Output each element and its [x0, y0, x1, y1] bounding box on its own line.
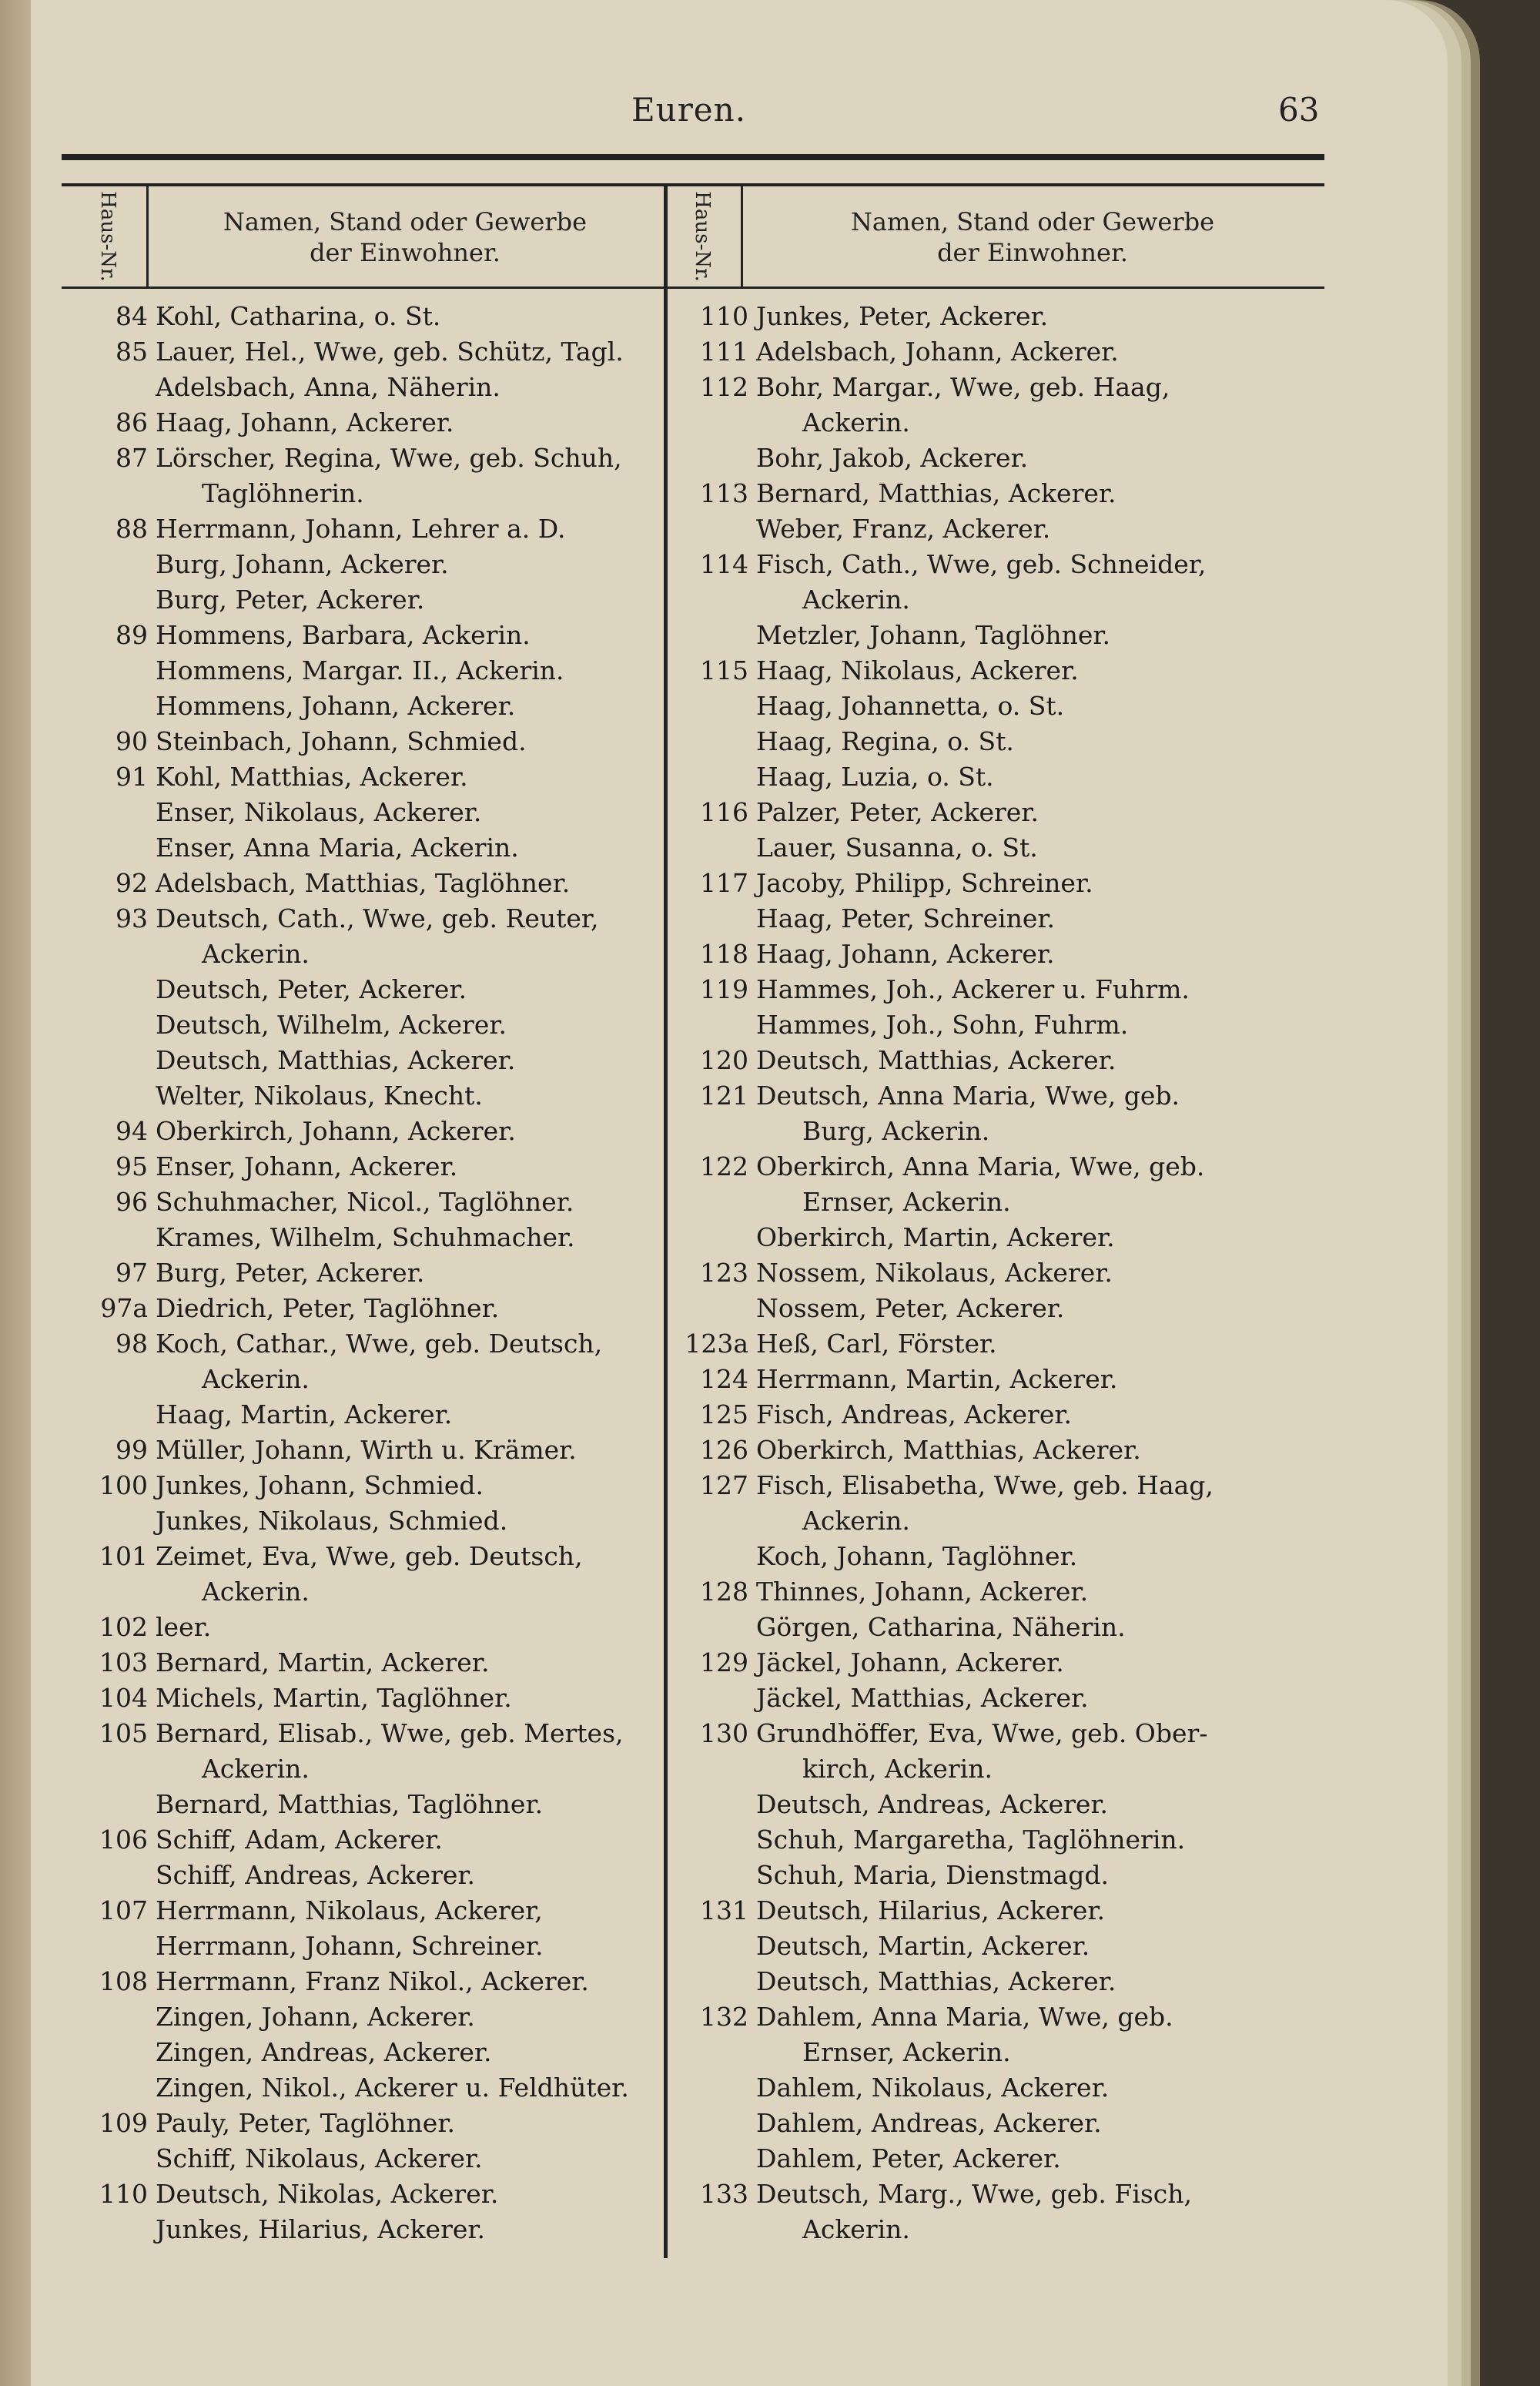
- list-item: [662, 972, 1324, 1007]
- resident-entry: Bernard, Martin, Ackerer.: [156, 1647, 490, 1677]
- house-number: 123: [700, 1258, 748, 1288]
- resident-entry: Hommens, Barbara, Ackerin.: [156, 620, 531, 650]
- list-item: [662, 1503, 1324, 1539]
- list-item: [662, 618, 1324, 653]
- resident-entry: Bohr, Jakob, Ackerer.: [756, 443, 1029, 473]
- list-item: [662, 937, 1324, 972]
- list-item: [662, 1220, 1324, 1255]
- resident-entry: Oberkirch, Martin, Ackerer.: [756, 1222, 1115, 1252]
- house-number: 114: [700, 549, 748, 579]
- resident-entry: Haag, Johann, Ackerer.: [156, 407, 454, 437]
- resident-entry: Hommens, Margar. II., Ackerin.: [156, 655, 564, 685]
- resident-entry: Koch, Johann, Taglöhner.: [756, 1541, 1078, 1571]
- resident-list-left: [62, 299, 670, 2247]
- names-header-right: Namen, Stand oder Gewerbe der Einwohner.: [850, 207, 1215, 267]
- house-number: 113: [700, 478, 748, 508]
- resident-entry: Ackerin.: [802, 1506, 910, 1536]
- resident-entry: Steinbach, Johann, Schmied.: [156, 726, 527, 756]
- resident-entry: Lauer, Hel., Wwe, geb. Schütz, Tagl.: [156, 337, 624, 367]
- house-number: 89: [116, 620, 148, 650]
- list-item: [62, 441, 670, 476]
- resident-entry: Deutsch, Marg., Wwe, geb. Fisch,: [756, 2179, 1193, 2209]
- resident-entry: Adelsbach, Matthias, Taglöhner.: [156, 868, 571, 898]
- page-number: 63: [1278, 91, 1320, 129]
- names-header-left: Namen, Stand oder Gewerbe der Einwohner.: [223, 207, 588, 267]
- list-item: [662, 2177, 1324, 2212]
- resident-entry: Deutsch, Cath., Wwe, geb. Reuter,: [156, 903, 599, 933]
- list-item: [62, 1007, 670, 1043]
- list-item: [662, 1326, 1324, 1362]
- house-number: 120: [700, 1045, 748, 1075]
- list-item: [62, 1716, 670, 1751]
- list-item: [62, 866, 670, 901]
- list-item: [62, 476, 670, 511]
- list-item: [62, 1362, 670, 1397]
- house-number: 93: [116, 903, 148, 933]
- list-item: [662, 2106, 1324, 2141]
- list-item: [62, 759, 670, 795]
- list-item: [662, 653, 1324, 689]
- list-item: [662, 405, 1324, 441]
- resident-entry: Ackerin.: [802, 585, 910, 615]
- resident-entry: Welter, Nikolaus, Knecht.: [156, 1081, 483, 1111]
- list-item: [662, 689, 1324, 724]
- resident-entry: Bernard, Elisab., Wwe, geb. Mertes,: [156, 1718, 624, 1748]
- list-item: [662, 1574, 1324, 1610]
- house-number: 124: [700, 1364, 748, 1394]
- resident-entry: Ackerin.: [202, 939, 310, 969]
- resident-entry: Koch, Cathar., Wwe, geb. Deutsch,: [156, 1329, 603, 1359]
- resident-entry: Lauer, Susanna, o. St.: [756, 833, 1038, 863]
- resident-entry: Michels, Martin, Taglöhner.: [156, 1683, 512, 1713]
- resident-entry: Pauly, Peter, Taglöhner.: [156, 2108, 455, 2138]
- resident-entry: Schuh, Maria, Dienstmagd.: [756, 1860, 1109, 1890]
- list-item: [662, 1822, 1324, 1858]
- list-item: [62, 724, 670, 759]
- house-number: 91: [116, 762, 148, 792]
- resident-entry: Nossem, Nikolaus, Ackerer.: [756, 1258, 1113, 1288]
- list-item: [662, 547, 1324, 582]
- list-item: [62, 1149, 670, 1185]
- resident-entry: Kohl, Matthias, Ackerer.: [156, 762, 468, 792]
- resident-entry: Metzler, Johann, Taglöhner.: [756, 620, 1111, 650]
- list-item: [62, 1893, 670, 1929]
- resident-entry: kirch, Ackerin.: [802, 1754, 993, 1784]
- resident-list-right: [662, 299, 1324, 2247]
- resident-entry: Heß, Carl, Förster.: [756, 1329, 997, 1359]
- resident-entry: Junkes, Hilarius, Ackerer.: [156, 2214, 486, 2244]
- house-number: 88: [116, 514, 148, 544]
- resident-entry: Haag, Johannetta, o. St.: [756, 691, 1065, 721]
- list-item: [662, 299, 1324, 334]
- resident-entry: Lörscher, Regina, Wwe, geb. Schuh,: [156, 443, 622, 473]
- resident-entry: Deutsch, Hilarius, Ackerer.: [756, 1895, 1105, 1925]
- top-rule-thin: [62, 183, 1324, 186]
- resident-entry: Burg, Ackerin.: [802, 1116, 990, 1146]
- house-number: 128: [700, 1577, 748, 1607]
- list-item: [662, 1858, 1324, 1893]
- resident-entry: Herrmann, Franz Nikol., Ackerer.: [156, 1966, 589, 1996]
- house-number: 97a: [100, 1293, 148, 1323]
- list-item: [662, 1893, 1324, 1929]
- resident-entry: Deutsch, Anna Maria, Wwe, geb.: [756, 1081, 1180, 1111]
- resident-entry: Deutsch, Matthias, Ackerer.: [156, 1045, 516, 1075]
- list-item: [62, 1433, 670, 1468]
- list-item: [662, 1645, 1324, 1681]
- house-number: 90: [116, 726, 148, 756]
- list-item: [62, 1185, 670, 1220]
- list-item: [62, 1503, 670, 1539]
- list-item: [62, 511, 670, 547]
- list-item: [662, 334, 1324, 370]
- resident-entry: Zingen, Johann, Ackerer.: [156, 2002, 475, 2032]
- house-number: 106: [99, 1825, 148, 1855]
- list-item: [62, 2106, 670, 2141]
- house-number: 112: [700, 372, 748, 402]
- list-item: [62, 547, 670, 582]
- resident-entry: Hammes, Joh., Sohn, Fuhrm.: [756, 1010, 1129, 1040]
- list-item: [62, 1751, 670, 1787]
- list-item: [662, 2212, 1324, 2247]
- list-item: [62, 334, 670, 370]
- resident-entry: Junkes, Nikolaus, Schmied.: [156, 1506, 508, 1536]
- list-item: [62, 972, 670, 1007]
- house-number: 87: [116, 443, 148, 473]
- resident-entry: Grundhöffer, Eva, Wwe, geb. Ober-: [756, 1718, 1208, 1748]
- house-number: 95: [116, 1151, 148, 1181]
- list-item: [62, 405, 670, 441]
- resident-entry: Ackerin.: [802, 407, 910, 437]
- list-item: [662, 1539, 1324, 1574]
- list-item: [62, 689, 670, 724]
- list-item: [662, 1007, 1324, 1043]
- list-item: [62, 2035, 670, 2070]
- list-item: [662, 1929, 1324, 1964]
- resident-entry: Enser, Johann, Ackerer.: [156, 1151, 458, 1181]
- resident-entry: Oberkirch, Johann, Ackerer.: [156, 1116, 516, 1146]
- list-item: [662, 1362, 1324, 1397]
- house-number: 110: [99, 2179, 148, 2209]
- resident-entry: Schiff, Adam, Ackerer.: [156, 1825, 443, 1855]
- house-number: 118: [700, 939, 748, 969]
- resident-entry: Adelsbach, Johann, Ackerer.: [756, 337, 1119, 367]
- resident-entry: Schiff, Andreas, Ackerer.: [156, 1860, 476, 1890]
- house-number: 125: [700, 1399, 748, 1429]
- list-item: [662, 2141, 1324, 2177]
- resident-entry: Zingen, Andreas, Ackerer.: [156, 2037, 492, 2067]
- resident-entry: Deutsch, Matthias, Ackerer.: [756, 1045, 1116, 1075]
- resident-entry: Bernard, Matthias, Taglöhner.: [156, 1789, 544, 1819]
- list-item: [662, 1397, 1324, 1433]
- list-item: [62, 1574, 670, 1610]
- list-item: [62, 1822, 670, 1858]
- list-item: [62, 2070, 670, 2106]
- list-item: [662, 901, 1324, 937]
- resident-entry: Nossem, Peter, Ackerer.: [756, 1293, 1065, 1323]
- list-item: [62, 1078, 670, 1114]
- house-number: 108: [99, 1966, 148, 1996]
- resident-entry: Palzer, Peter, Ackerer.: [756, 797, 1039, 827]
- house-number-header-left: Haus-Nr.: [96, 191, 120, 282]
- resident-entry: Schiff, Nikolaus, Ackerer.: [156, 2143, 483, 2173]
- list-item: [62, 299, 670, 334]
- list-item: [662, 1610, 1324, 1645]
- resident-entry: Junkes, Peter, Ackerer.: [756, 301, 1049, 331]
- resident-entry: Herrmann, Johann, Lehrer a. D.: [156, 514, 566, 544]
- list-item: [662, 1078, 1324, 1114]
- book-page: [31, 0, 1448, 2386]
- list-item: [62, 1326, 670, 1362]
- list-item: [662, 1999, 1324, 2035]
- list-item: [62, 1645, 670, 1681]
- resident-entry: Haag, Regina, o. St.: [756, 726, 1014, 756]
- house-number: 115: [700, 655, 748, 685]
- resident-entry: leer.: [156, 1612, 212, 1642]
- resident-entry: Hammes, Joh., Ackerer u. Fuhrm.: [756, 974, 1190, 1004]
- resident-entry: Enser, Anna Maria, Ackerin.: [156, 833, 519, 863]
- house-number: 85: [116, 337, 148, 367]
- house-number-header-right: Haus-Nr.: [691, 191, 715, 282]
- resident-entry: Müller, Johann, Wirth u. Krämer.: [156, 1435, 577, 1465]
- resident-entry: Diedrich, Peter, Taglöhner.: [156, 1293, 500, 1323]
- resident-entry: Oberkirch, Anna Maria, Wwe, geb.: [756, 1151, 1205, 1181]
- resident-entry: Kohl, Catharina, o. St.: [156, 301, 441, 331]
- list-item: [62, 1858, 670, 1893]
- resident-entry: Ackerin.: [202, 1364, 310, 1394]
- resident-entry: Weber, Franz, Ackerer.: [756, 514, 1051, 544]
- list-item: [62, 582, 670, 618]
- house-number: 133: [700, 2179, 748, 2209]
- resident-entry: Dahlem, Nikolaus, Ackerer.: [756, 2073, 1110, 2103]
- resident-entry: Thinnes, Johann, Ackerer.: [756, 1577, 1089, 1607]
- resident-entry: Deutsch, Matthias, Ackerer.: [756, 1966, 1116, 1996]
- house-number: 84: [116, 301, 148, 331]
- resident-entry: Ernser, Ackerin.: [802, 2037, 1011, 2067]
- resident-entry: Deutsch, Wilhelm, Ackerer.: [156, 1010, 507, 1040]
- list-item: [662, 1964, 1324, 1999]
- resident-entry: Jäckel, Johann, Ackerer.: [756, 1647, 1064, 1677]
- list-item: [662, 830, 1324, 866]
- list-item: [662, 1681, 1324, 1716]
- house-number: 107: [99, 1895, 148, 1925]
- list-item: [662, 1291, 1324, 1326]
- resident-entry: Deutsch, Andreas, Ackerer.: [756, 1789, 1109, 1819]
- house-number: 99: [116, 1435, 148, 1465]
- resident-entry: Deutsch, Martin, Ackerer.: [756, 1931, 1090, 1961]
- list-item: [662, 2035, 1324, 2070]
- resident-entry: Enser, Nikolaus, Ackerer.: [156, 797, 482, 827]
- list-item: [62, 1255, 670, 1291]
- list-item: [62, 901, 670, 937]
- resident-entry: Zingen, Nikol., Ackerer u. Feldhüter.: [156, 2073, 629, 2103]
- list-item: [62, 937, 670, 972]
- house-number: 96: [116, 1187, 148, 1217]
- house-number: 110: [700, 301, 748, 331]
- house-number: 101: [99, 1541, 148, 1571]
- house-number: 119: [700, 974, 748, 1004]
- list-item: [62, 618, 670, 653]
- house-number: 126: [700, 1435, 748, 1465]
- resident-entry: Dahlem, Andreas, Ackerer.: [756, 2108, 1102, 2138]
- resident-entry: Haag, Johann, Ackerer.: [756, 939, 1055, 969]
- resident-entry: Zeimet, Eva, Wwe, geb. Deutsch,: [156, 1541, 583, 1571]
- list-item: [662, 441, 1324, 476]
- resident-entry: Burg, Johann, Ackerer.: [156, 549, 449, 579]
- resident-entry: Jacoby, Philipp, Schreiner.: [756, 868, 1093, 898]
- resident-entry: Bernard, Matthias, Ackerer.: [756, 478, 1116, 508]
- list-item: [62, 1220, 670, 1255]
- list-item: [62, 1468, 670, 1503]
- list-item: [62, 1787, 670, 1822]
- house-number: 98: [116, 1329, 148, 1359]
- resident-entry: Ernser, Ackerin.: [802, 1187, 1011, 1217]
- resident-entry: Haag, Luzia, o. St.: [756, 762, 994, 792]
- resident-entry: Burg, Peter, Ackerer.: [156, 1258, 425, 1288]
- house-number: 127: [700, 1470, 748, 1500]
- list-item: [662, 1787, 1324, 1822]
- resident-entry: Burg, Peter, Ackerer.: [156, 585, 425, 615]
- resident-entry: Oberkirch, Matthias, Ackerer.: [756, 1435, 1141, 1465]
- resident-entry: Adelsbach, Anna, Näherin.: [156, 372, 500, 402]
- resident-entry: Görgen, Catharina, Näherin.: [756, 1612, 1126, 1642]
- resident-entry: Dahlem, Peter, Ackerer.: [756, 2143, 1061, 2173]
- house-number: 100: [99, 1470, 148, 1500]
- resident-entry: Haag, Martin, Ackerer.: [156, 1399, 453, 1429]
- house-number: 97: [116, 1258, 148, 1288]
- list-item: [662, 370, 1324, 405]
- resident-entry: Fisch, Cath., Wwe, geb. Schneider,: [756, 549, 1207, 579]
- list-item: [62, 2212, 670, 2247]
- header-rule: [62, 287, 1324, 289]
- list-item: [662, 1751, 1324, 1787]
- list-item: [62, 1291, 670, 1326]
- resident-entry: Ackerin.: [202, 1577, 310, 1607]
- resident-entry: Hommens, Johann, Ackerer.: [156, 691, 516, 721]
- house-number: 123a: [685, 1329, 748, 1359]
- list-item: [662, 724, 1324, 759]
- list-item: [62, 1681, 670, 1716]
- top-rule: [62, 154, 1324, 160]
- list-item: [662, 1043, 1324, 1078]
- resident-entry: Fisch, Elisabetha, Wwe, geb. Haag,: [756, 1470, 1214, 1500]
- list-item: [62, 370, 670, 405]
- list-item: [662, 511, 1324, 547]
- house-number: 111: [700, 337, 748, 367]
- resident-entry: Jäckel, Matthias, Ackerer.: [756, 1683, 1089, 1713]
- list-item: [62, 1929, 670, 1964]
- list-item: [662, 1185, 1324, 1220]
- list-item: [662, 476, 1324, 511]
- house-number: 86: [116, 407, 148, 437]
- list-item: [62, 1610, 670, 1645]
- resident-entry: Herrmann, Johann, Schreiner.: [156, 1931, 544, 1961]
- list-item: [62, 1114, 670, 1149]
- list-item: [662, 1716, 1324, 1751]
- resident-entry: Ackerin.: [802, 2214, 910, 2244]
- house-number: 122: [700, 1151, 748, 1181]
- list-item: [662, 582, 1324, 618]
- list-item: [662, 866, 1324, 901]
- list-item: [662, 1149, 1324, 1185]
- house-number: 121: [700, 1081, 748, 1111]
- list-item: [62, 653, 670, 689]
- list-item: [62, 1999, 670, 2035]
- resident-entry: Haag, Peter, Schreiner.: [756, 903, 1056, 933]
- house-number: 117: [700, 868, 748, 898]
- resident-entry: Dahlem, Anna Maria, Wwe, geb.: [756, 2002, 1173, 2032]
- list-item: [62, 2177, 670, 2212]
- resident-entry: Ackerin.: [202, 1754, 310, 1784]
- list-item: [662, 1114, 1324, 1149]
- house-number: 129: [700, 1647, 748, 1677]
- list-item: [662, 1468, 1324, 1503]
- resident-entry: Bohr, Margar., Wwe, geb. Haag,: [756, 372, 1170, 402]
- list-item: [662, 795, 1324, 830]
- resident-entry: Taglöhnerin.: [202, 478, 364, 508]
- list-item: [662, 759, 1324, 795]
- list-item: [62, 795, 670, 830]
- house-number: 130: [700, 1718, 748, 1748]
- resident-entry: Deutsch, Nikolas, Ackerer.: [156, 2179, 499, 2209]
- page-title: Euren.: [631, 91, 747, 129]
- house-number: 116: [700, 797, 748, 827]
- list-item: [662, 1255, 1324, 1291]
- resident-entry: Herrmann, Martin, Ackerer.: [756, 1364, 1118, 1394]
- list-item: [62, 1539, 670, 1574]
- resident-entry: Deutsch, Peter, Ackerer.: [156, 974, 467, 1004]
- house-number: 102: [99, 1612, 148, 1642]
- house-number: 132: [700, 2002, 748, 2032]
- resident-entry: Herrmann, Nikolaus, Ackerer,: [156, 1895, 543, 1925]
- resident-entry: Krames, Wilhelm, Schuhmacher.: [156, 1222, 575, 1252]
- list-item: [62, 1964, 670, 1999]
- house-number: 103: [99, 1647, 148, 1677]
- resident-entry: Fisch, Andreas, Ackerer.: [756, 1399, 1072, 1429]
- house-number: 104: [99, 1683, 148, 1713]
- house-number: 109: [99, 2108, 148, 2138]
- resident-entry: Haag, Nikolaus, Ackerer.: [756, 655, 1079, 685]
- list-item: [662, 1433, 1324, 1468]
- list-item: [62, 830, 670, 866]
- resident-entry: Schuhmacher, Nicol., Taglöhner.: [156, 1187, 574, 1217]
- house-number: 131: [700, 1895, 748, 1925]
- resident-entry: Schuh, Margaretha, Taglöhnerin.: [756, 1825, 1186, 1855]
- house-number: 105: [99, 1718, 148, 1748]
- list-item: [62, 2141, 670, 2177]
- list-item: [62, 1043, 670, 1078]
- house-number: 94: [116, 1116, 148, 1146]
- house-number: 92: [116, 868, 148, 898]
- list-item: [662, 2070, 1324, 2106]
- resident-entry: Junkes, Johann, Schmied.: [156, 1470, 484, 1500]
- list-item: [62, 1397, 670, 1433]
